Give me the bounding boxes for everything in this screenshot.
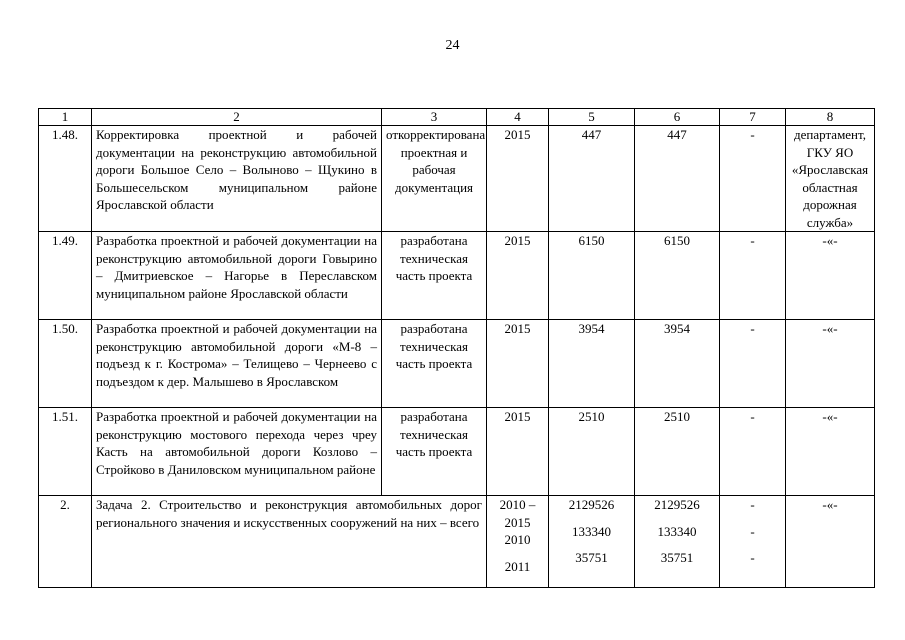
header-cell: 2 — [92, 109, 382, 126]
budget-funding: 447 — [635, 126, 720, 232]
spacer — [553, 540, 630, 549]
year-cell: 2015 — [487, 408, 549, 496]
total-value: 35751 — [575, 550, 608, 565]
table-row — [39, 126, 875, 232]
spacer — [553, 514, 630, 523]
other-funding: - — [720, 320, 786, 408]
measure-result: разработана техническая часть проекта — [382, 408, 487, 496]
header-cell: 7 — [720, 109, 786, 126]
year-cell: 2015 — [487, 126, 549, 232]
year-cell: 2015 — [487, 320, 549, 408]
budget-value: 35751 — [660, 550, 694, 565]
measure-name: Разработка проектной и рабочей документации на реконструкцию автомобильной дороги Говырино – Дмитриевское – Нагорье в Переславском муниципальном районе Ярославской области — [92, 232, 382, 320]
measure-result: разработана техническая часть проекта — [382, 320, 487, 408]
total-funding: 2510 — [549, 408, 635, 496]
other-value: - — [750, 523, 755, 539]
executor-cell: -«- — [786, 320, 875, 408]
budget-value: 133340 — [657, 523, 697, 539]
header-cell: 4 — [487, 109, 549, 126]
total-value: 133340 — [572, 523, 611, 539]
budget-funding: 6150 — [635, 232, 720, 320]
header-cell: 8 — [786, 109, 875, 126]
budget-funding — [635, 496, 720, 588]
row-number: 1.48. — [39, 126, 92, 232]
year-cell: 2015 — [487, 232, 549, 320]
header-cell: 6 — [635, 109, 720, 126]
other-funding: - — [720, 232, 786, 320]
row-number: 1.50. — [39, 320, 92, 408]
header-cell: 3 — [382, 109, 487, 126]
executor-cell: -«- — [786, 496, 875, 588]
other-funding: - — [720, 408, 786, 496]
task-row — [39, 496, 875, 588]
table-row — [39, 408, 875, 496]
program-table — [38, 108, 875, 588]
measure-result: откорректирована проектная и рабочая документация — [382, 126, 487, 232]
row-number: 1.51. — [39, 408, 92, 496]
header-cell: 1 — [39, 109, 92, 126]
other-value: - — [750, 550, 755, 565]
year-value: 2010 — [504, 532, 531, 547]
year-cell — [487, 496, 549, 588]
spacer — [639, 540, 715, 549]
row-number: 1.49. — [39, 232, 92, 320]
other-funding — [720, 496, 786, 588]
header-cell: 5 — [549, 109, 635, 126]
page-number: 24 — [445, 38, 460, 53]
executor-cell: департамент, ГКУ ЯО «Ярославская областная дорожная служба» — [786, 126, 875, 232]
spacer — [491, 549, 544, 558]
other-funding: - — [720, 126, 786, 232]
measure-result: разработана техническая часть проекта — [382, 232, 487, 320]
total-value: 2129526 — [568, 497, 615, 512]
year-period: 2010 – 2015 — [499, 497, 536, 530]
row-number: 2. — [39, 496, 92, 588]
executor-cell: -«- — [786, 232, 875, 320]
executor-cell: -«- — [786, 408, 875, 496]
task-name: Задача 2. Строительство и реконструкция автомобильных дорог регионального значения и искусственных сооружений на них – всего — [92, 496, 487, 588]
measure-name: Разработка проектной и рабочей документации на реконструкцию автомобильной дороги «М-8 – подъезд к г. Кострома» – Телищево – Чернеево с подъездом к дер. Малышево в Ярославском — [92, 320, 382, 408]
spacer — [724, 514, 781, 523]
total-funding: 447 — [549, 126, 635, 232]
spacer — [724, 540, 781, 549]
budget-funding: 2510 — [635, 408, 720, 496]
budget-value: 2129526 — [654, 497, 700, 512]
total-funding: 3954 — [549, 320, 635, 408]
total-funding — [549, 496, 635, 588]
total-funding: 6150 — [549, 232, 635, 320]
year-value: 2011 — [504, 558, 531, 574]
table-header-row — [39, 109, 875, 126]
measure-name: Корректировка проектной и рабочей документации на реконструкцию автомобильной дороги Большое Село – Волыново – Щукино в Большесельском муниципальном районе Ярославской области — [92, 126, 382, 232]
table-row — [39, 320, 875, 408]
other-value: - — [750, 497, 755, 512]
measure-name: Разработка проектной и рабочей документации на реконструкцию мостового перехода через чреу Касть на автомобильной дороги Козлово – Стройково в Даниловском муниципальном районе — [92, 408, 382, 496]
spacer — [639, 514, 715, 523]
table-row — [39, 232, 875, 320]
budget-funding: 3954 — [635, 320, 720, 408]
